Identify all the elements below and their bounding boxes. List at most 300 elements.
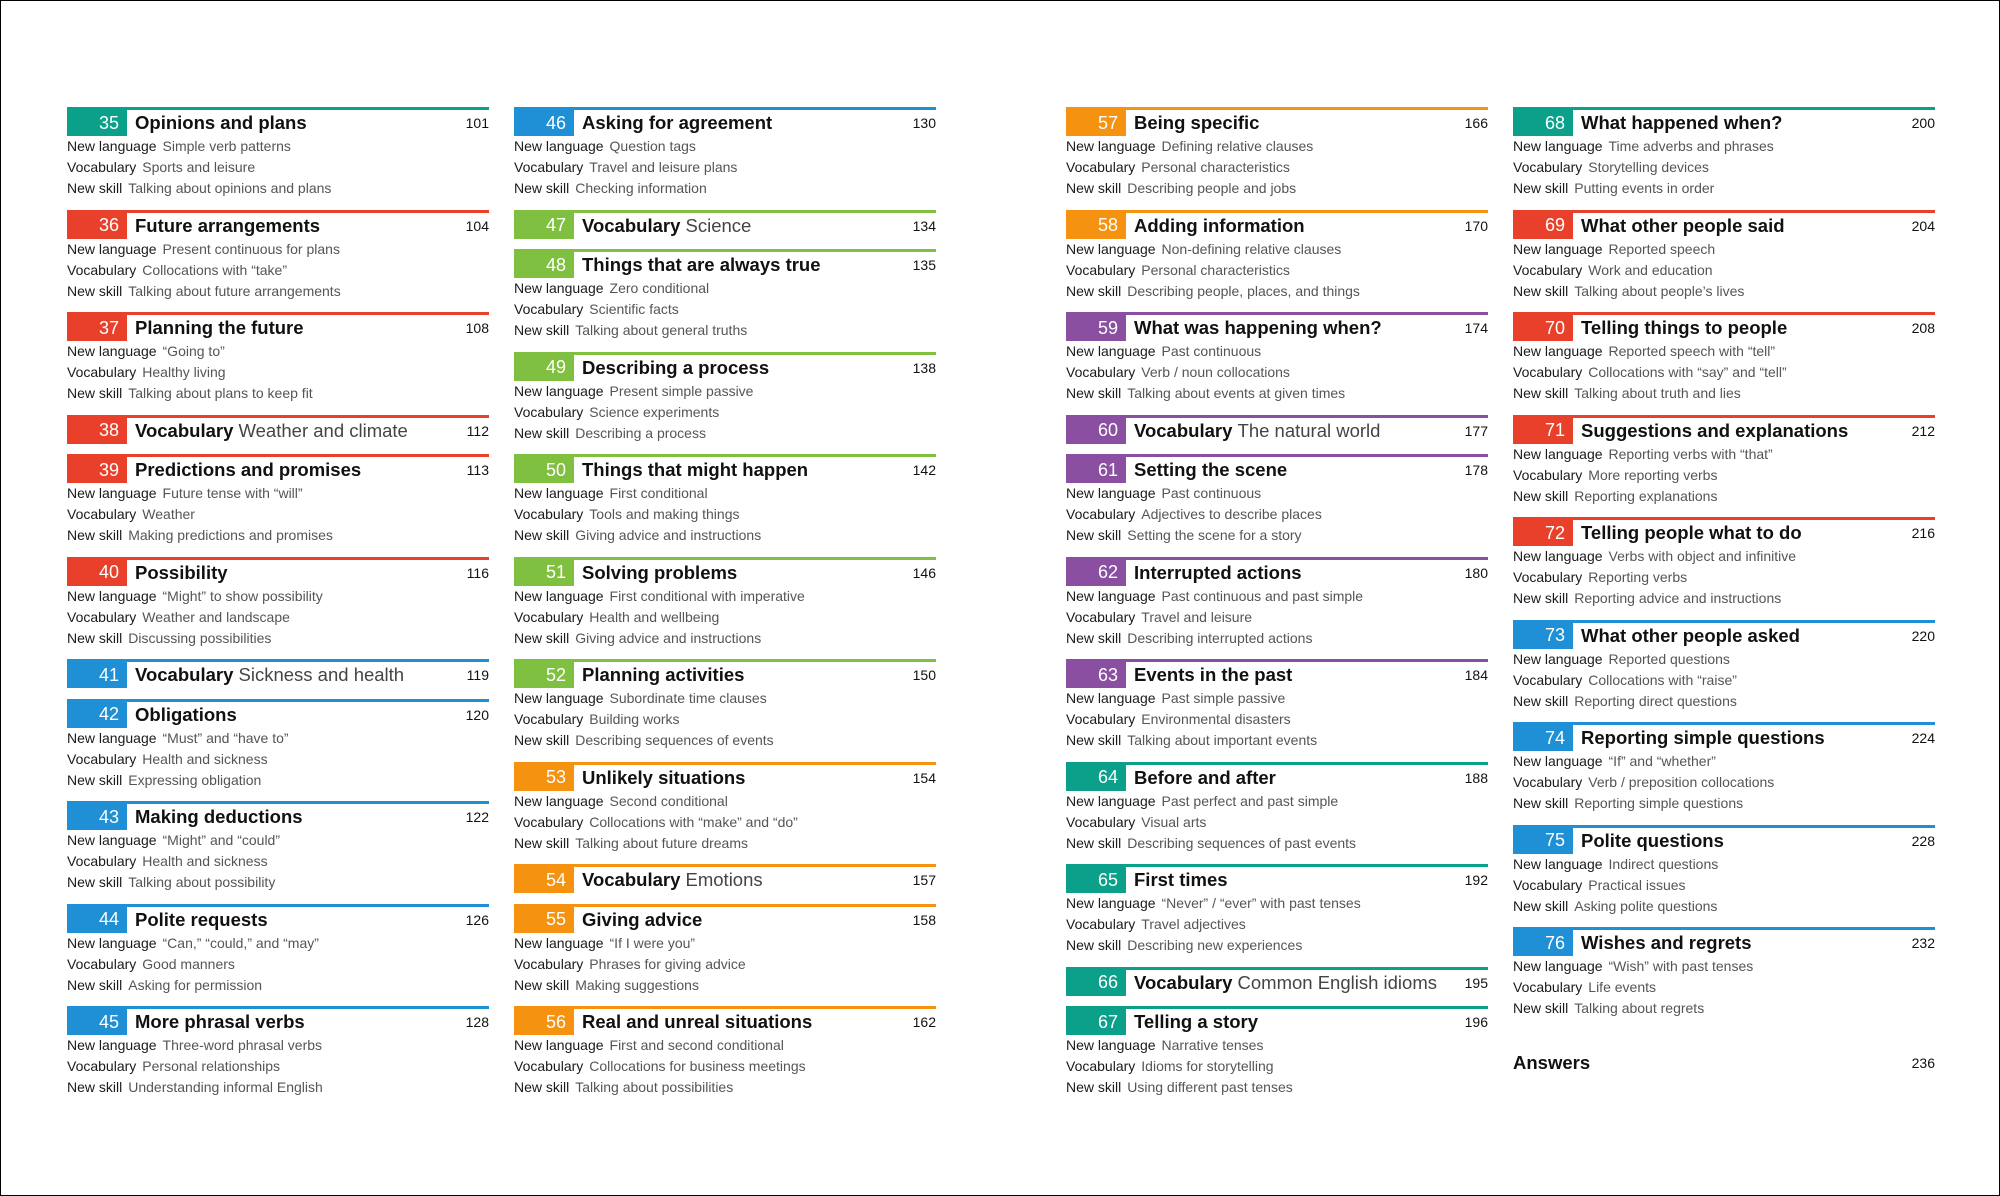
unit-title-text: Asking for agreement <box>582 112 773 133</box>
row-label: New skill <box>514 1079 570 1095</box>
unit-title[interactable] <box>127 806 460 828</box>
row-value: Health and sickness <box>142 750 268 767</box>
unit-title-text: Solving problems <box>582 561 738 583</box>
vocabulary-row <box>67 749 489 770</box>
row-label: New skill <box>67 976 123 993</box>
row-value: Idioms for storytelling <box>1141 1058 1274 1074</box>
unit-title[interactable] <box>127 459 461 481</box>
new-language-row <box>514 483 936 504</box>
unit-title[interactable] <box>1126 420 1459 442</box>
unit-title[interactable] <box>1126 459 1459 481</box>
vocabulary-row <box>1066 709 1488 730</box>
row-label: New language <box>514 138 604 154</box>
row-value: Collocations with “take” <box>142 261 288 278</box>
vocabulary-row <box>1513 875 1935 896</box>
unit-title[interactable] <box>574 1011 907 1033</box>
unit-header[interactable] <box>1066 315 1488 341</box>
unit-title[interactable] <box>127 317 460 339</box>
unit-number: 49 <box>514 355 574 381</box>
unit-header[interactable] <box>1066 457 1488 483</box>
unit-number: 73 <box>1513 623 1573 649</box>
vocabulary-row <box>514 157 936 178</box>
row-value: Talking about possibility <box>128 874 276 890</box>
row-value: “Never” / “ever” with past tenses <box>1161 895 1361 911</box>
row-label: New language <box>514 690 604 706</box>
unit-header[interactable] <box>514 1009 936 1035</box>
row-label: New language <box>514 934 604 951</box>
new-skill-row <box>1513 281 1935 302</box>
unit-header[interactable] <box>1513 725 1935 751</box>
unit-header[interactable] <box>67 702 489 728</box>
row-label: New skill <box>1513 692 1569 709</box>
unit-entry[interactable] <box>67 557 489 660</box>
unit-header[interactable] <box>67 1009 489 1035</box>
row-label: New language <box>1513 445 1603 462</box>
row-label: Vocabulary <box>514 506 584 522</box>
unit-entry[interactable] <box>514 864 936 904</box>
row-value: Good manners <box>142 955 235 972</box>
unit-page-number: 134 <box>912 217 936 234</box>
row-label: New language <box>67 485 157 501</box>
unit-title-text: Interrupted actions <box>1134 561 1302 583</box>
unit-title[interactable] <box>127 215 460 237</box>
unit-entry[interactable] <box>514 210 936 250</box>
unit-header[interactable] <box>67 907 489 933</box>
unit-header[interactable] <box>1513 418 1935 444</box>
unit-page-number: 142 <box>912 462 936 478</box>
row-label: New skill <box>1513 487 1569 504</box>
row-label: New skill <box>514 424 570 441</box>
row-value: Narrative tenses <box>1161 1037 1264 1053</box>
unit-number: 65 <box>1066 867 1126 893</box>
unit-entry[interactable] <box>67 415 489 455</box>
contents-column-4 <box>1513 107 1935 1076</box>
unit-header[interactable] <box>514 907 936 933</box>
unit-title-text: Planning activities <box>582 664 745 685</box>
unit-title[interactable] <box>1126 664 1459 686</box>
unit-header[interactable] <box>1513 520 1935 546</box>
unit-header[interactable] <box>514 457 936 483</box>
unit-title[interactable] <box>127 704 460 726</box>
new-skill-row <box>67 872 489 893</box>
row-value: Collocations with “make” and “do” <box>589 813 798 830</box>
unit-title[interactable] <box>1126 972 1459 994</box>
unit-title[interactable] <box>1126 317 1459 339</box>
unit-entry[interactable] <box>1066 312 1488 415</box>
unit-header[interactable] <box>67 560 489 586</box>
new-language-row <box>1513 136 1935 157</box>
unit-header[interactable] <box>514 355 936 381</box>
row-label: New skill <box>67 527 123 543</box>
row-value: Talking about people’s lives <box>1574 282 1745 299</box>
unit-page-number: 120 <box>465 706 489 723</box>
vocabulary-row <box>514 954 936 975</box>
row-label: New language <box>514 382 604 399</box>
new-language-row <box>67 728 489 749</box>
unit-entry[interactable] <box>1513 415 1935 518</box>
row-value: Talking about possibilities <box>575 1079 734 1095</box>
unit-entry[interactable] <box>67 659 489 699</box>
unit-header[interactable] <box>1066 110 1488 136</box>
unit-header[interactable] <box>1066 662 1488 688</box>
unit-entry[interactable] <box>67 210 489 313</box>
unit-number: 44 <box>67 907 127 933</box>
unit-title-text: Planning the future <box>135 317 304 338</box>
unit-page-number: 174 <box>1464 320 1488 336</box>
row-value: First conditional <box>609 485 708 501</box>
row-value: Future tense with “will” <box>162 485 303 501</box>
row-label: New skill <box>1513 385 1569 401</box>
unit-number: 75 <box>1513 828 1573 854</box>
unit-title[interactable] <box>574 909 907 931</box>
unit-entry[interactable] <box>67 904 489 1007</box>
row-label: Vocabulary <box>1066 261 1136 278</box>
unit-title[interactable] <box>574 869 907 891</box>
unit-entry[interactable] <box>1066 1006 1488 1109</box>
unit-title[interactable] <box>574 459 907 481</box>
unit-entry[interactable] <box>1513 210 1935 313</box>
row-value: “Might” to show possibility <box>162 587 323 604</box>
vocabulary-row <box>514 1056 936 1077</box>
row-label: New skill <box>67 1079 123 1095</box>
new-skill-row <box>1066 178 1488 199</box>
unit-number: 37 <box>67 315 127 341</box>
unit-entry[interactable] <box>67 801 489 904</box>
unit-number: 55 <box>514 907 574 933</box>
unit-entry[interactable] <box>1066 967 1488 1007</box>
row-value: Describing new experiences <box>1127 937 1303 953</box>
unit-number: 76 <box>1513 930 1573 956</box>
unit-title[interactable] <box>1573 625 1906 647</box>
unit-page-number: 196 <box>1464 1014 1488 1030</box>
unit-page-number: 150 <box>912 667 936 683</box>
vocabulary-row <box>1066 812 1488 833</box>
new-language-row <box>1066 239 1488 260</box>
row-label: Vocabulary <box>1513 261 1583 278</box>
unit-title[interactable] <box>1126 767 1459 789</box>
new-language-row <box>1513 956 1935 977</box>
contents-column-3 <box>1066 107 1488 1109</box>
row-label: New skill <box>1513 282 1569 299</box>
new-language-row <box>514 136 936 157</box>
unit-header[interactable] <box>514 560 936 586</box>
unit-entry[interactable] <box>1066 557 1488 660</box>
unit-entry[interactable] <box>1513 927 1935 1030</box>
row-label: New skill <box>1513 1000 1569 1016</box>
unit-entry[interactable] <box>67 107 489 210</box>
unit-title[interactable] <box>1573 830 1906 852</box>
unit-title[interactable] <box>1573 420 1906 442</box>
vocabulary-row <box>514 812 936 833</box>
row-label: New language <box>1513 343 1603 359</box>
unit-title[interactable] <box>1126 215 1459 237</box>
unit-header[interactable] <box>1513 315 1935 341</box>
unit-title-text: Predictions and promises <box>135 459 362 480</box>
unit-entry[interactable] <box>514 107 936 210</box>
unit-entry[interactable] <box>1066 210 1488 313</box>
unit-number: 53 <box>514 765 574 791</box>
row-value: Personal characteristics <box>1141 159 1290 175</box>
new-language-row <box>67 586 489 607</box>
row-value: Present continuous for plans <box>162 240 340 257</box>
unit-title-text: Making deductions <box>135 806 303 827</box>
row-value: Non-defining relative clauses <box>1161 240 1342 257</box>
unit-title[interactable] <box>127 1011 460 1033</box>
unit-header[interactable] <box>1066 213 1488 239</box>
unit-header[interactable] <box>1513 623 1935 649</box>
row-label: New skill <box>1066 1079 1122 1095</box>
row-value: Collocations with “raise” <box>1588 671 1737 688</box>
row-label: New skill <box>67 282 123 299</box>
unit-title[interactable] <box>127 420 461 442</box>
unit-title[interactable] <box>1126 562 1459 584</box>
unit-title[interactable] <box>127 909 460 931</box>
unit-header[interactable] <box>1513 930 1935 956</box>
row-label: New language <box>514 280 604 296</box>
unit-title[interactable] <box>1573 317 1906 339</box>
row-value: Life events <box>1588 979 1656 995</box>
new-skill-row <box>1513 793 1935 814</box>
unit-number: 52 <box>514 662 574 688</box>
new-language-row <box>1513 649 1935 670</box>
new-language-row <box>514 586 936 607</box>
row-value: Question tags <box>609 138 696 154</box>
unit-title-text: Wishes and regrets <box>1581 932 1752 953</box>
row-value: Setting the scene for a story <box>1127 527 1302 543</box>
unit-entry[interactable] <box>1513 517 1935 620</box>
new-language-row <box>67 483 489 504</box>
row-label: New skill <box>1513 590 1569 606</box>
row-label: New language <box>1066 138 1156 154</box>
unit-title-text: Setting the scene <box>1134 459 1288 480</box>
unit-page-number: 200 <box>1911 115 1935 131</box>
new-language-row <box>67 136 489 157</box>
unit-header[interactable] <box>1066 1009 1488 1035</box>
row-label: New language <box>1513 958 1603 974</box>
new-language-row <box>514 791 936 812</box>
new-language-row <box>1513 444 1935 465</box>
row-value: Reporting verbs <box>1588 569 1688 585</box>
unit-header[interactable] <box>1066 418 1488 444</box>
row-value: Tools and making things <box>589 506 740 522</box>
unit-entry[interactable] <box>514 659 936 762</box>
unit-entry[interactable] <box>1513 825 1935 928</box>
vocabulary-row <box>67 157 489 178</box>
unit-entry[interactable] <box>67 699 489 802</box>
row-value: Storytelling devices <box>1588 159 1709 175</box>
unit-header[interactable] <box>67 315 489 341</box>
unit-title[interactable] <box>127 664 461 686</box>
new-skill-row <box>1066 730 1488 751</box>
unit-entry[interactable] <box>514 1006 936 1109</box>
row-value: Zero conditional <box>609 280 710 296</box>
unit-entry[interactable] <box>1513 312 1935 415</box>
row-value: Verb / preposition collocations <box>1588 774 1775 790</box>
row-value: Travel adjectives <box>1141 916 1246 932</box>
new-language-row <box>67 341 489 362</box>
unit-entry[interactable] <box>1066 107 1488 210</box>
vocabulary-row <box>1513 977 1935 998</box>
unit-title[interactable] <box>574 112 907 134</box>
unit-title[interactable] <box>574 254 907 276</box>
unit-number: 39 <box>67 457 127 483</box>
new-language-row <box>1066 893 1488 914</box>
unit-title-text: Vocabulary <box>135 664 234 685</box>
unit-header[interactable] <box>514 213 936 239</box>
unit-title-text: Vocabulary <box>582 214 681 236</box>
row-label: New skill <box>514 527 570 543</box>
unit-title[interactable] <box>574 664 907 686</box>
row-label: Vocabulary <box>67 1058 137 1074</box>
unit-header[interactable] <box>514 110 936 136</box>
unit-number: 35 <box>67 110 127 136</box>
unit-entry[interactable] <box>514 454 936 557</box>
unit-entry[interactable] <box>514 249 936 352</box>
unit-title[interactable] <box>1126 869 1459 891</box>
unit-entry[interactable] <box>1513 722 1935 825</box>
unit-header[interactable] <box>67 804 489 830</box>
row-label: Vocabulary <box>514 711 584 727</box>
unit-number: 59 <box>1066 315 1126 341</box>
unit-page-number: 135 <box>912 257 936 273</box>
unit-number: 57 <box>1066 110 1126 136</box>
row-label: New language <box>1066 1037 1156 1053</box>
unit-title[interactable] <box>1573 932 1906 954</box>
new-language-row <box>1066 341 1488 362</box>
unit-header[interactable] <box>1066 765 1488 791</box>
unit-page-number: 122 <box>465 809 489 825</box>
unit-header[interactable] <box>67 418 489 444</box>
unit-header[interactable] <box>67 110 489 136</box>
unit-title[interactable] <box>1126 1011 1459 1033</box>
unit-title[interactable] <box>574 767 907 789</box>
unit-title[interactable] <box>574 215 907 237</box>
unit-entry[interactable] <box>1066 762 1488 865</box>
unit-entry[interactable] <box>514 904 936 1007</box>
unit-page-number: 177 <box>1464 422 1488 439</box>
unit-entry[interactable] <box>67 454 489 557</box>
row-value: Travel and leisure plans <box>589 159 738 175</box>
row-label: New skill <box>1513 795 1569 811</box>
unit-page-number: 232 <box>1911 935 1935 951</box>
row-value: Personal relationships <box>142 1058 281 1074</box>
unit-title[interactable] <box>574 357 907 379</box>
unit-entry[interactable] <box>1066 454 1488 557</box>
row-label: New skill <box>67 629 123 646</box>
row-value: Talking about important events <box>1127 732 1318 748</box>
row-label: Vocabulary <box>67 364 137 380</box>
new-language-row <box>67 239 489 260</box>
row-value: Collocations with “say” and “tell” <box>1588 364 1787 380</box>
unit-title[interactable] <box>127 112 460 134</box>
unit-header[interactable] <box>514 662 936 688</box>
unit-title[interactable] <box>1573 522 1906 544</box>
new-skill-row <box>1066 383 1488 404</box>
unit-header[interactable] <box>67 662 489 688</box>
unit-title-text: What other people asked <box>1581 624 1800 646</box>
row-value: Practical issues <box>1588 876 1686 893</box>
unit-entry[interactable] <box>1513 107 1935 210</box>
row-value: Talking about events at given times <box>1127 385 1346 401</box>
answers-entry[interactable] <box>1513 1050 1935 1076</box>
row-value: Second conditional <box>609 792 728 809</box>
vocabulary-row <box>67 851 489 872</box>
row-label: New language <box>67 729 157 746</box>
unit-title[interactable] <box>574 562 907 584</box>
unit-header[interactable] <box>1066 867 1488 893</box>
row-value: Defining relative clauses <box>1161 138 1314 154</box>
row-label: Vocabulary <box>1513 159 1583 175</box>
unit-entry[interactable] <box>514 557 936 660</box>
new-skill-row <box>1513 588 1935 609</box>
contents-column-2 <box>514 107 936 1109</box>
new-language-row <box>1513 239 1935 260</box>
unit-title[interactable] <box>1573 112 1906 134</box>
unit-page-number: 216 <box>1911 525 1935 541</box>
row-value: Asking polite questions <box>1574 897 1718 914</box>
unit-entry[interactable] <box>1066 415 1488 455</box>
unit-header[interactable] <box>1066 970 1488 996</box>
row-value: Weather <box>142 506 195 522</box>
unit-entry[interactable] <box>514 352 936 455</box>
unit-title[interactable] <box>1573 727 1906 749</box>
row-value: Reported questions <box>1608 650 1730 667</box>
unit-number: 40 <box>67 560 127 586</box>
row-value: Describing people, places, and things <box>1127 282 1360 299</box>
unit-entry[interactable] <box>1513 620 1935 723</box>
unit-title[interactable] <box>127 562 461 584</box>
unit-entry[interactable] <box>67 312 489 415</box>
unit-title[interactable] <box>1126 112 1459 134</box>
unit-entry[interactable] <box>67 1006 489 1109</box>
row-label: New language <box>1513 240 1603 257</box>
unit-entry[interactable] <box>1066 864 1488 967</box>
answers-label: Answers <box>1513 1051 1591 1073</box>
row-value: Discussing possibilities <box>128 629 272 646</box>
unit-header[interactable] <box>1513 828 1935 854</box>
new-skill-row <box>67 975 489 996</box>
row-label: New language <box>67 1037 157 1053</box>
new-language-row <box>67 830 489 851</box>
unit-header[interactable] <box>514 252 936 278</box>
unit-header[interactable] <box>514 867 936 893</box>
vocabulary-row <box>514 299 936 320</box>
unit-header[interactable] <box>67 213 489 239</box>
row-value: Verbs with object and infinitive <box>1608 548 1797 564</box>
row-value: Describing sequences of events <box>575 732 774 748</box>
unit-title[interactable] <box>1573 215 1906 237</box>
unit-subtitle: Sickness and health <box>238 664 405 685</box>
new-language-row <box>1066 483 1488 504</box>
row-label: New language <box>514 587 604 604</box>
unit-header[interactable] <box>1513 213 1935 239</box>
row-label: New skill <box>1513 180 1569 196</box>
row-label: New language <box>1066 240 1156 257</box>
unit-entry[interactable] <box>1066 659 1488 762</box>
unit-header[interactable] <box>1513 110 1935 136</box>
unit-number: 38 <box>67 418 127 444</box>
new-skill-row <box>1513 486 1935 507</box>
unit-header[interactable] <box>514 765 936 791</box>
unit-page-number: 228 <box>1911 832 1935 849</box>
new-language-row <box>514 1035 936 1056</box>
unit-page-number: 112 <box>466 422 489 439</box>
unit-header[interactable] <box>67 457 489 483</box>
unit-entry[interactable] <box>514 762 936 865</box>
unit-number: 74 <box>1513 725 1573 751</box>
row-label: New skill <box>1066 282 1122 299</box>
unit-header[interactable] <box>1066 560 1488 586</box>
